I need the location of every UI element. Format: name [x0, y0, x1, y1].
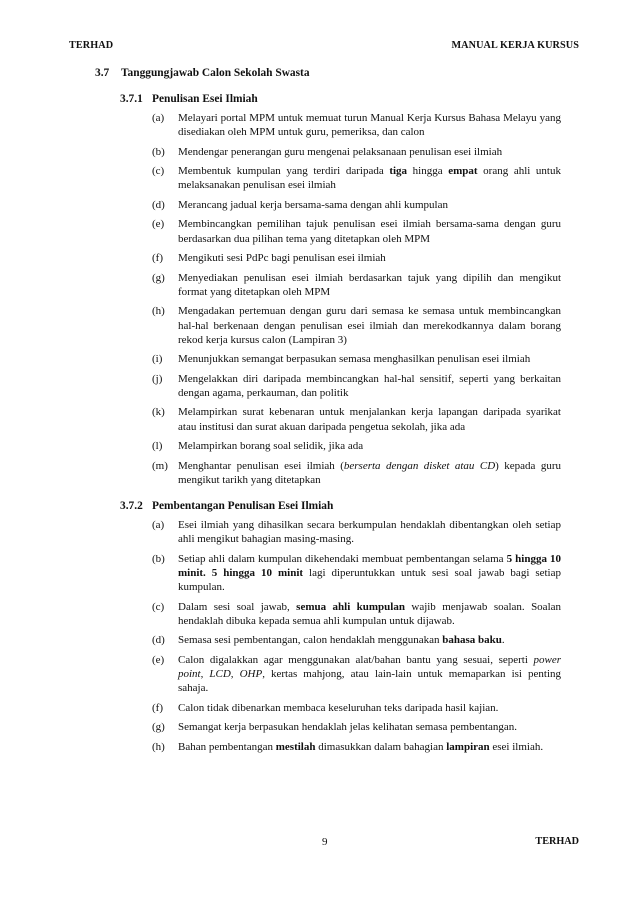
- list-item: [152, 405, 561, 433]
- item-label: (j): [152, 372, 163, 385]
- section-heading: [95, 67, 310, 79]
- subsection-title: Pembentangan Penulisan Esei Ilmiah: [152, 500, 334, 512]
- list-item: [152, 600, 561, 628]
- item-text: [178, 372, 561, 400]
- item-text: [178, 600, 561, 628]
- list-item: [152, 720, 561, 734]
- text-run: Melampirkan surat kebenaran untuk menjalankan kerja lapangan daripada syarikat atau institusi dan surat akuan daripada pengetua sekolah, jika ada: [178, 406, 561, 433]
- item-label: (h): [152, 305, 165, 318]
- section-title: Tanggungjawab Calon Sekolah Swasta: [121, 67, 310, 79]
- text-run: Membentuk kumpulan yang terdiri daripada: [178, 165, 390, 178]
- list-item: [152, 198, 561, 212]
- text-run: Semangat kerja berpasukan hendaklah jelas kelihatan semasa pembentangan.: [178, 721, 518, 734]
- text-run: lagi diperuntukkan untuk sesi soal jawab bagi setiap kumpulan.: [178, 566, 561, 594]
- item-text: [178, 633, 561, 647]
- text-run: Melayari portal MPM untuk memuat turun Manual Kerja Kursus Bahasa Melayu yang disediakan oleh MPM untuk guru, pemeriksa, dan calon: [178, 112, 561, 139]
- subsection-title: Penulisan Esei Ilmiah: [152, 93, 258, 105]
- item-text: [178, 720, 561, 734]
- item-label: (g): [152, 721, 165, 734]
- footer-classification: TERHAD: [535, 836, 579, 847]
- list-item: [152, 552, 561, 595]
- text-run: , kertas mahjong, atau lain-lain untuk memaparkan isi penting sahaja.: [178, 668, 561, 695]
- text-run: Menyediakan penulisan esei ilmiah berdasarkan tajuk yang dipilih dan mengikut format yang ditetapkan oleh MPM: [178, 271, 561, 298]
- item-text: [178, 111, 561, 139]
- text-run: Mengadakan pertemuan dengan guru dari semasa ke semasa untuk membincangkan hal-hal berkenaan dengan penulisan esei ilmiah dan merekodkannya dalam borang rekod kerja kursus calon (Lampiran 3): [178, 305, 561, 346]
- list-item: [152, 352, 561, 366]
- item-text: [178, 653, 561, 696]
- item-text: [178, 304, 561, 347]
- subsection-list-1: [152, 111, 561, 492]
- text-run: Mengikuti sesi PdPc bagi penulisan esei ilmiah: [178, 252, 386, 265]
- item-text: [178, 251, 561, 265]
- item-label: (c): [152, 165, 165, 178]
- text-run: Melampirkan borang soal selidik, jika ada: [178, 440, 364, 453]
- text-run: wajib menjawab soalan. Soalan hendaklah dibuka kepada semua ahli kumpulan untuk dijawab.: [178, 600, 562, 627]
- text-run: Menunjukkan semangat berpasukan semasa menghasilkan penulisan esei ilmiah: [178, 353, 531, 366]
- text-run: hingga: [407, 165, 449, 178]
- item-text: [178, 198, 561, 212]
- list-item: [152, 164, 561, 192]
- text-run: orang ahli untuk melaksanakan penulisan esei ilmiah: [178, 165, 561, 192]
- text-run: ) kepada guru mengikut tarikh yang ditetapkan: [178, 459, 561, 486]
- subsection-number: 3.7.1: [120, 93, 143, 105]
- page-number: 9: [322, 836, 328, 848]
- subsection-list-2: [152, 518, 561, 759]
- list-item: [152, 111, 561, 139]
- text-run: Calon tidak dibenarkan membaca keseluruhan teks daripada hasil kajian.: [178, 701, 499, 714]
- item-text: [178, 217, 561, 245]
- item-text: [178, 740, 561, 754]
- list-item: [152, 633, 561, 647]
- list-item: [152, 653, 561, 696]
- item-label: (i): [152, 353, 163, 366]
- list-item: [152, 251, 561, 265]
- text-run: Menghantar penulisan esei ilmiah (: [178, 459, 344, 472]
- list-item: [152, 439, 561, 453]
- subsection-heading-2: [120, 500, 565, 512]
- bold-text: tiga: [389, 165, 408, 178]
- item-label: (b): [152, 145, 165, 158]
- item-label: (a): [152, 519, 165, 531]
- item-text: [178, 352, 561, 366]
- item-label: (k): [152, 406, 165, 419]
- bold-text: 5 hingga 10 minit. 5 hingga 10 minit: [178, 552, 561, 579]
- bold-text: bahasa baku: [442, 634, 502, 647]
- item-label: (c): [152, 600, 165, 613]
- text-run: Setiap ahli dalam kumpulan dikehendaki membuat pembentangan selama: [178, 552, 507, 565]
- item-label: (e): [152, 218, 165, 231]
- text-run: Mendengar penerangan guru mengenai pelaksanaan penulisan esei ilmiah: [178, 145, 503, 158]
- list-item: [152, 518, 561, 546]
- item-label: (f): [152, 701, 163, 714]
- item-text: [178, 552, 561, 595]
- section-number: 3.7: [95, 67, 110, 79]
- item-label: (d): [152, 634, 165, 647]
- text-run: dimasukkan dalam bahagian: [315, 740, 447, 753]
- item-label: (a): [152, 112, 165, 124]
- item-text: [178, 518, 561, 546]
- text-run: Bahan pembentangan: [178, 740, 276, 753]
- item-label: (b): [152, 552, 165, 565]
- text-run: esei ilmiah.: [489, 740, 544, 753]
- page-header: [69, 40, 579, 51]
- item-text: [178, 271, 561, 299]
- subsection-heading-1: [120, 93, 565, 105]
- list-item: [152, 459, 561, 487]
- item-text: [178, 701, 561, 715]
- list-item: [152, 145, 561, 159]
- item-text: [178, 405, 561, 433]
- bold-text: mestilah: [275, 740, 316, 753]
- item-text: [178, 164, 561, 192]
- text-run: Esei ilmiah yang dihasilkan secara berkumpulan hendaklah dibentangkan oleh setiap ahli mengikut bahagian masing-masing.: [178, 519, 561, 546]
- item-label: (d): [152, 198, 165, 211]
- text-run: Dalam sesi soal jawab,: [178, 600, 297, 613]
- item-label: (e): [152, 653, 165, 666]
- text-run: Mengelakkan diri daripada membincangkan hal-hal sensitif, seperti yang berkaitan dengan agama, perkauman, dan politik: [178, 372, 561, 399]
- list-item: [152, 372, 561, 400]
- item-label: (m): [152, 459, 168, 472]
- header-classification: TERHAD: [69, 40, 114, 51]
- italic-text: power point, LCD, OHP: [178, 653, 561, 681]
- list-item: [152, 217, 561, 245]
- list-item: [152, 271, 561, 299]
- bold-text: empat: [448, 165, 478, 178]
- item-label: (l): [152, 440, 163, 453]
- item-label: (f): [152, 252, 163, 265]
- item-label: (g): [152, 271, 165, 284]
- list-item: [152, 701, 561, 715]
- item-text: [178, 145, 561, 159]
- item-text: [178, 459, 561, 487]
- text-run: .: [501, 634, 505, 647]
- subsection-number: 3.7.2: [120, 500, 143, 512]
- item-label: (h): [152, 740, 165, 753]
- item-text: [178, 439, 561, 453]
- list-item: [152, 304, 561, 347]
- bold-text: lampiran: [446, 740, 490, 753]
- text-run: Semasa sesi pembentangan, calon hendaklah menggunakan: [178, 634, 443, 647]
- bold-text: semua ahli kumpulan: [296, 600, 405, 613]
- list-item: [152, 740, 561, 754]
- italic-text: berserta dengan disket atau CD: [343, 459, 496, 472]
- text-run: Membincangkan pemilihan tajuk penulisan esei ilmiah bersama-sama dengan guru berdasarkan dua pilihan tema yang ditetapkan oleh MPM: [178, 218, 561, 245]
- text-run: Merancang jadual kerja bersama-sama dengan ahli kumpulan: [178, 198, 448, 211]
- header-title: MANUAL KERJA KURSUS: [451, 40, 579, 51]
- text-run: Calon digalakkan agar menggunakan alat/bahan bantu yang sesuai, seperti: [178, 653, 534, 666]
